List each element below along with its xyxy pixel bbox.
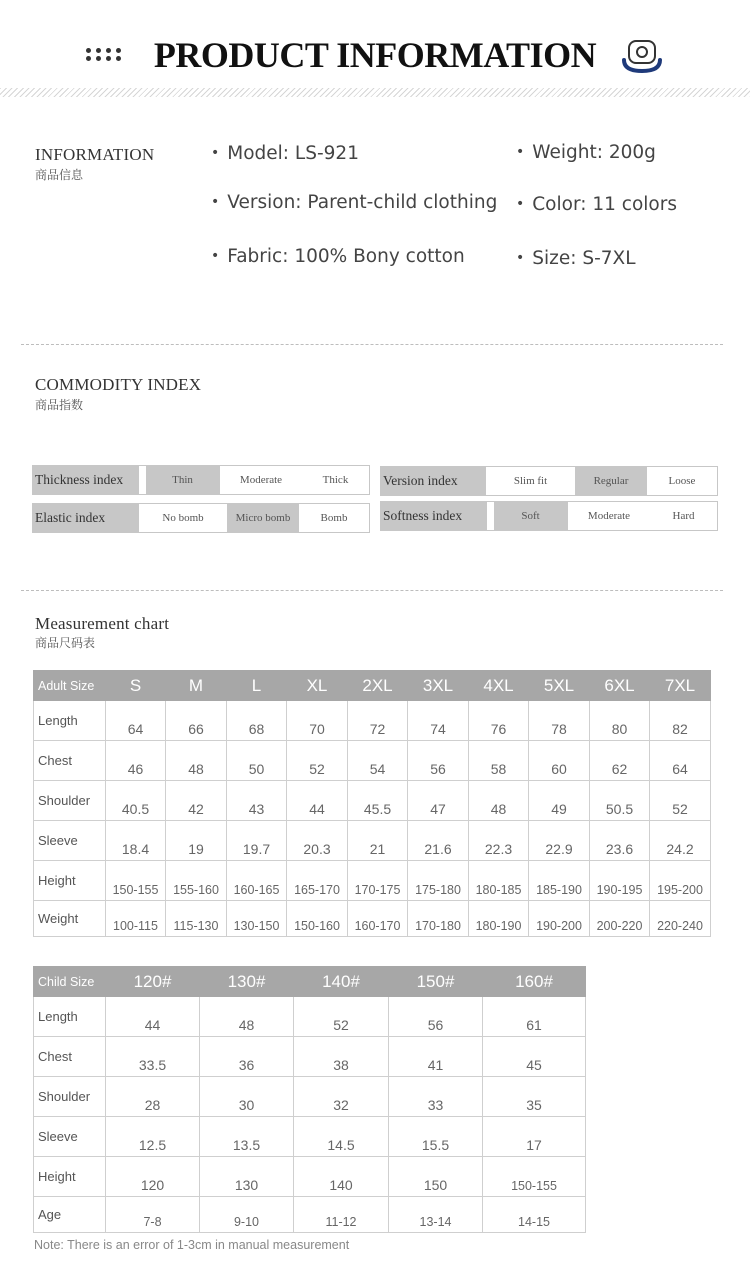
table-cell: 56 [408,741,469,781]
size-header: 140# [294,967,389,997]
table-cell: 44 [287,781,348,821]
table-cell: 190-195 [590,861,650,901]
size-header: 150# [389,967,483,997]
table-cell: 18.4 [106,821,166,861]
table-cell: 33.5 [106,1037,200,1077]
table-cell: 155-160 [166,861,227,901]
table-cell: 21.6 [408,821,469,861]
camera-icon[interactable] [621,38,663,74]
row-label: Chest [34,741,106,781]
table-cell: 52 [287,741,348,781]
table-cell: 47 [408,781,469,821]
softness-index-label: Softness index [381,502,487,530]
table-cell: 43 [227,781,287,821]
table-cell: 150-155 [106,861,166,901]
row-label: Shoulder [34,1077,106,1117]
section-divider [21,344,723,345]
table-row [34,1037,586,1077]
table-cell: 70 [287,701,348,741]
table-cell: 185-190 [529,861,590,901]
softness-option-soft: Soft [494,502,567,530]
information-title: INFORMATION [35,145,155,164]
table-cell: 170-180 [408,901,469,937]
version-index-row [380,466,718,496]
table-cell: 23.6 [590,821,650,861]
table-cell: 52 [650,781,711,821]
table-cell: 9-10 [200,1197,294,1233]
version-option-regular: Regular [575,467,647,495]
row-label: Sleeve [34,1117,106,1157]
table-cell: 140 [294,1157,389,1197]
child-header-row [34,967,586,997]
elastic-option-no-bomb: No bomb [162,512,204,524]
row-label: Age [34,1197,106,1233]
table-cell: 74 [408,701,469,741]
table-cell: 160-170 [348,901,408,937]
softness-option-moderate: Moderate [567,502,650,530]
table-cell: 150 [389,1157,483,1197]
table-row [34,741,711,781]
commodity-index-subtitle: 商品指数 [35,398,84,412]
table-row [34,1077,586,1117]
table-row [34,901,711,937]
softness-option-hard: Hard [672,510,695,522]
table-cell: 7-8 [106,1197,200,1233]
size-header: M [166,671,227,701]
table-cell: 130 [200,1157,294,1197]
size-header: XL [287,671,348,701]
adult-size-table [33,670,711,937]
size-header: 5XL [529,671,590,701]
table-cell: 35 [483,1077,586,1117]
table-cell: 165-170 [287,861,348,901]
table-cell: 48 [200,997,294,1037]
table-cell: 80 [590,701,650,741]
thickness-index-label: Thickness index [33,466,139,494]
information-subtitle: 商品信息 [35,168,84,182]
table-cell: 36 [200,1037,294,1077]
table-cell: 48 [469,781,529,821]
table-cell: 48 [166,741,227,781]
adult-size-header: Adult Size [34,671,106,701]
table-cell: 17 [483,1117,586,1157]
table-cell: 49 [529,781,590,821]
table-cell: 58 [469,741,529,781]
table-row [34,821,711,861]
header-divider [0,88,750,97]
table-cell: 15.5 [389,1117,483,1157]
table-cell: 50 [227,741,287,781]
table-cell: 115-130 [166,901,227,937]
table-cell: 60 [529,741,590,781]
spec-fabric: • Fabric: 100% Bony cotton [211,246,465,267]
table-cell: 24.2 [650,821,711,861]
table-cell: 54 [348,741,408,781]
table-row [34,1117,586,1157]
table-cell: 38 [294,1037,389,1077]
table-cell: 130-150 [227,901,287,937]
table-cell: 40.5 [106,781,166,821]
table-cell: 190-200 [529,901,590,937]
spec-version: • Version: Parent-child clothing [211,192,498,213]
table-cell: 20.3 [287,821,348,861]
table-cell: 175-180 [408,861,469,901]
table-cell: 13-14 [389,1197,483,1233]
table-cell: 76 [469,701,529,741]
row-label: Length [34,701,106,741]
table-cell: 180-185 [469,861,529,901]
table-cell: 50.5 [590,781,650,821]
table-cell: 64 [106,701,166,741]
thickness-index-row [32,465,370,495]
table-cell: 160-165 [227,861,287,901]
table-cell: 62 [590,741,650,781]
table-cell: 14-15 [483,1197,586,1233]
adult-header-row [34,671,711,701]
size-header: 2XL [348,671,408,701]
table-cell: 195-200 [650,861,711,901]
table-cell: 120 [106,1157,200,1197]
row-label: Chest [34,1037,106,1077]
thickness-option-thin: Thin [146,466,219,494]
row-label: Height [34,861,106,901]
measurement-note: Note: There is an error of 1-3cm in manual measurement [34,1238,350,1252]
child-size-table [33,966,586,1233]
table-cell: 11-12 [294,1197,389,1233]
table-cell: 180-190 [469,901,529,937]
spec-weight: • Weight: 200g [516,142,656,163]
table-cell: 72 [348,701,408,741]
softness-index-row [380,501,718,531]
size-header: 3XL [408,671,469,701]
table-cell: 170-175 [348,861,408,901]
elastic-option-bomb: Bomb [320,512,348,524]
row-label: Shoulder [34,781,106,821]
table-cell: 45.5 [348,781,408,821]
table-cell: 28 [106,1077,200,1117]
table-cell: 44 [106,997,200,1037]
size-header: 7XL [650,671,711,701]
table-cell: 32 [294,1077,389,1117]
table-row [34,997,586,1037]
table-cell: 21 [348,821,408,861]
measurement-title: Measurement chart [35,614,170,633]
row-label: Weight [34,901,106,937]
table-cell: 19 [166,821,227,861]
thickness-option-moderate: Moderate [219,466,302,494]
size-header: 4XL [469,671,529,701]
table-cell: 150-155 [483,1157,586,1197]
table-cell: 82 [650,701,711,741]
table-cell: 22.9 [529,821,590,861]
elastic-index-row [32,503,370,533]
table-cell: 200-220 [590,901,650,937]
table-cell: 100-115 [106,901,166,937]
table-cell: 30 [200,1077,294,1117]
table-cell: 61 [483,997,586,1037]
table-row [34,781,711,821]
table-cell: 22.3 [469,821,529,861]
size-header: L [227,671,287,701]
table-cell: 12.5 [106,1117,200,1157]
section-divider [21,590,723,591]
measurement-subtitle: 商品尺码表 [35,636,96,650]
table-cell: 52 [294,997,389,1037]
table-row [34,1197,586,1233]
row-label: Sleeve [34,821,106,861]
table-cell: 64 [650,741,711,781]
spec-model: • Model: LS-921 [211,143,359,164]
table-cell: 68 [227,701,287,741]
version-option-slim-fit: Slim fit [513,475,548,487]
spec-color: • Color: 11 colors [516,194,677,215]
table-cell: 33 [389,1077,483,1117]
size-header: 6XL [590,671,650,701]
table-row [34,861,711,901]
row-label: Height [34,1157,106,1197]
table-cell: 19.7 [227,821,287,861]
child-size-header: Child Size [34,967,106,997]
table-cell: 150-160 [287,901,348,937]
table-cell: 78 [529,701,590,741]
table-cell: 66 [166,701,227,741]
table-cell: 41 [389,1037,483,1077]
version-option-loose: Loose [668,475,696,487]
spec-size: • Size: S-7XL [516,248,636,269]
table-row [34,1157,586,1197]
thickness-option-thick: Thick [322,474,349,486]
table-cell: 46 [106,741,166,781]
table-cell: 42 [166,781,227,821]
table-cell: 220-240 [650,901,711,937]
size-header: 130# [200,967,294,997]
version-index-label: Version index [381,467,486,495]
page-title: PRODUCT INFORMATION [153,35,597,75]
size-header: S [106,671,166,701]
table-cell: 56 [389,997,483,1037]
row-label: Length [34,997,106,1037]
size-header: 120# [106,967,200,997]
table-cell: 45 [483,1037,586,1077]
table-row [34,701,711,741]
table-cell: 13.5 [200,1117,294,1157]
size-header: 160# [483,967,586,997]
elastic-index-label: Elastic index [33,504,139,532]
elastic-option-micro-bomb: Micro bomb [227,504,299,532]
table-cell: 14.5 [294,1117,389,1157]
commodity-index-title: COMMODITY INDEX [35,375,202,394]
